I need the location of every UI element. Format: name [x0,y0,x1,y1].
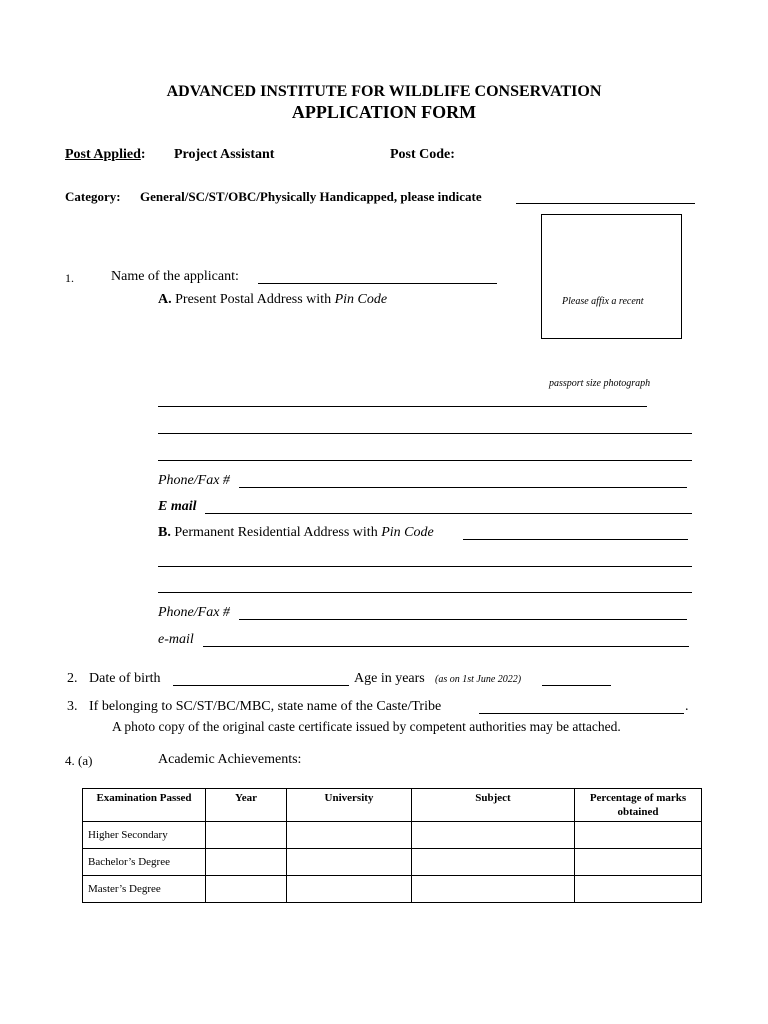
email-label-2: e-mail [158,632,194,647]
photo-box [541,214,682,339]
permanent-address-pin-label: Pin Code [381,525,434,540]
post-applied-colon: : [140,147,146,162]
caste-label: If belonging to SC/ST/BC/MBC, state name of the Caste/Tribe [89,699,442,714]
academic-label: Academic Achievements: [158,752,302,767]
post-code-label: Post Code: [390,147,455,162]
phone-fax-label: Phone/Fax # [158,473,230,488]
table-row [83,822,702,849]
table-row [83,849,702,876]
q4-number: 4. (a) [65,753,93,768]
header-percentage: Percentage of marks obtained [575,789,702,822]
header-year: Year [206,789,287,822]
table-header-row [83,789,702,822]
permanent-address-prefix: B. [158,525,171,540]
caste-period: . [685,699,689,714]
header-university: University [287,789,412,822]
age-label: Age in years [354,671,425,686]
permanent-address-line-1[interactable] [158,566,692,567]
present-address-heading [158,292,387,308]
email-input-line-2[interactable] [203,646,689,647]
present-address-label: Present Postal Address with [175,292,332,307]
cell-input[interactable] [412,876,575,903]
category-label: Category: [65,189,121,204]
present-address-line-3[interactable] [158,460,692,461]
post-applied-row [65,147,146,163]
cell-input[interactable] [575,849,702,876]
q3-number: 3. [67,699,78,714]
row-label-bachelors: Bachelor’s Degree [83,849,206,876]
row-label-masters: Master’s Degree [83,876,206,903]
phone-fax-input-line[interactable] [239,487,687,488]
table-row [83,876,702,903]
cell-input[interactable] [287,876,412,903]
q2-number: 2. [67,671,78,686]
present-address-pin-label: Pin Code [334,292,388,307]
name-input-line[interactable] [258,283,497,284]
q1-name-label: Name of the applicant: [111,269,239,284]
email-label: E mail [158,499,197,514]
post-applied-label: Post Applied [65,147,141,162]
dob-input-line[interactable] [173,685,349,686]
row-label-higher-secondary: Higher Secondary [83,822,206,849]
cell-input[interactable] [575,822,702,849]
form-title: APPLICATION FORM [291,102,477,122]
header-subject: Subject [412,789,575,822]
photo-instruction-line2: passport size photograph [549,378,651,389]
academic-table [82,788,702,903]
caste-certificate-note: A photo copy of the original caste certificate issued by competent authorities may be attached. [112,719,621,734]
permanent-address-label: Permanent Residential Address with [174,525,378,540]
caste-input-line[interactable] [479,713,684,714]
age-note: (as on 1st June 2022) [435,674,522,685]
cell-input[interactable] [412,822,575,849]
cell-input[interactable] [206,822,287,849]
permanent-address-heading [158,525,434,541]
cell-input[interactable] [412,849,575,876]
age-input-line[interactable] [542,685,611,686]
phone-fax-input-line-2[interactable] [239,619,687,620]
header-examination: Examination Passed [83,789,206,822]
cell-input[interactable] [206,876,287,903]
cell-input[interactable] [206,849,287,876]
cell-input[interactable] [287,822,412,849]
phone-fax-label-2: Phone/Fax # [158,605,230,620]
institute-name: ADVANCED INSTITUTE FOR WILDLIFE CONSERVATION [166,83,602,100]
cell-input[interactable] [575,876,702,903]
photo-instruction-line1: Please affix a recent [562,296,644,307]
q1-number: 1. [65,271,74,285]
post-applied-value: Project Assistant [174,147,275,162]
permanent-address-heading-line[interactable] [463,539,688,540]
permanent-address-line-2[interactable] [158,592,692,593]
category-input-line[interactable] [516,203,695,204]
cell-input[interactable] [287,849,412,876]
present-address-line-1[interactable] [158,406,647,407]
category-options: General/SC/ST/OBC/Physically Handicapped, please indicate [140,189,482,204]
present-address-prefix: A. [158,292,172,307]
dob-label: Date of birth [89,671,161,686]
email-input-line[interactable] [205,513,692,514]
present-address-line-2[interactable] [158,433,692,434]
